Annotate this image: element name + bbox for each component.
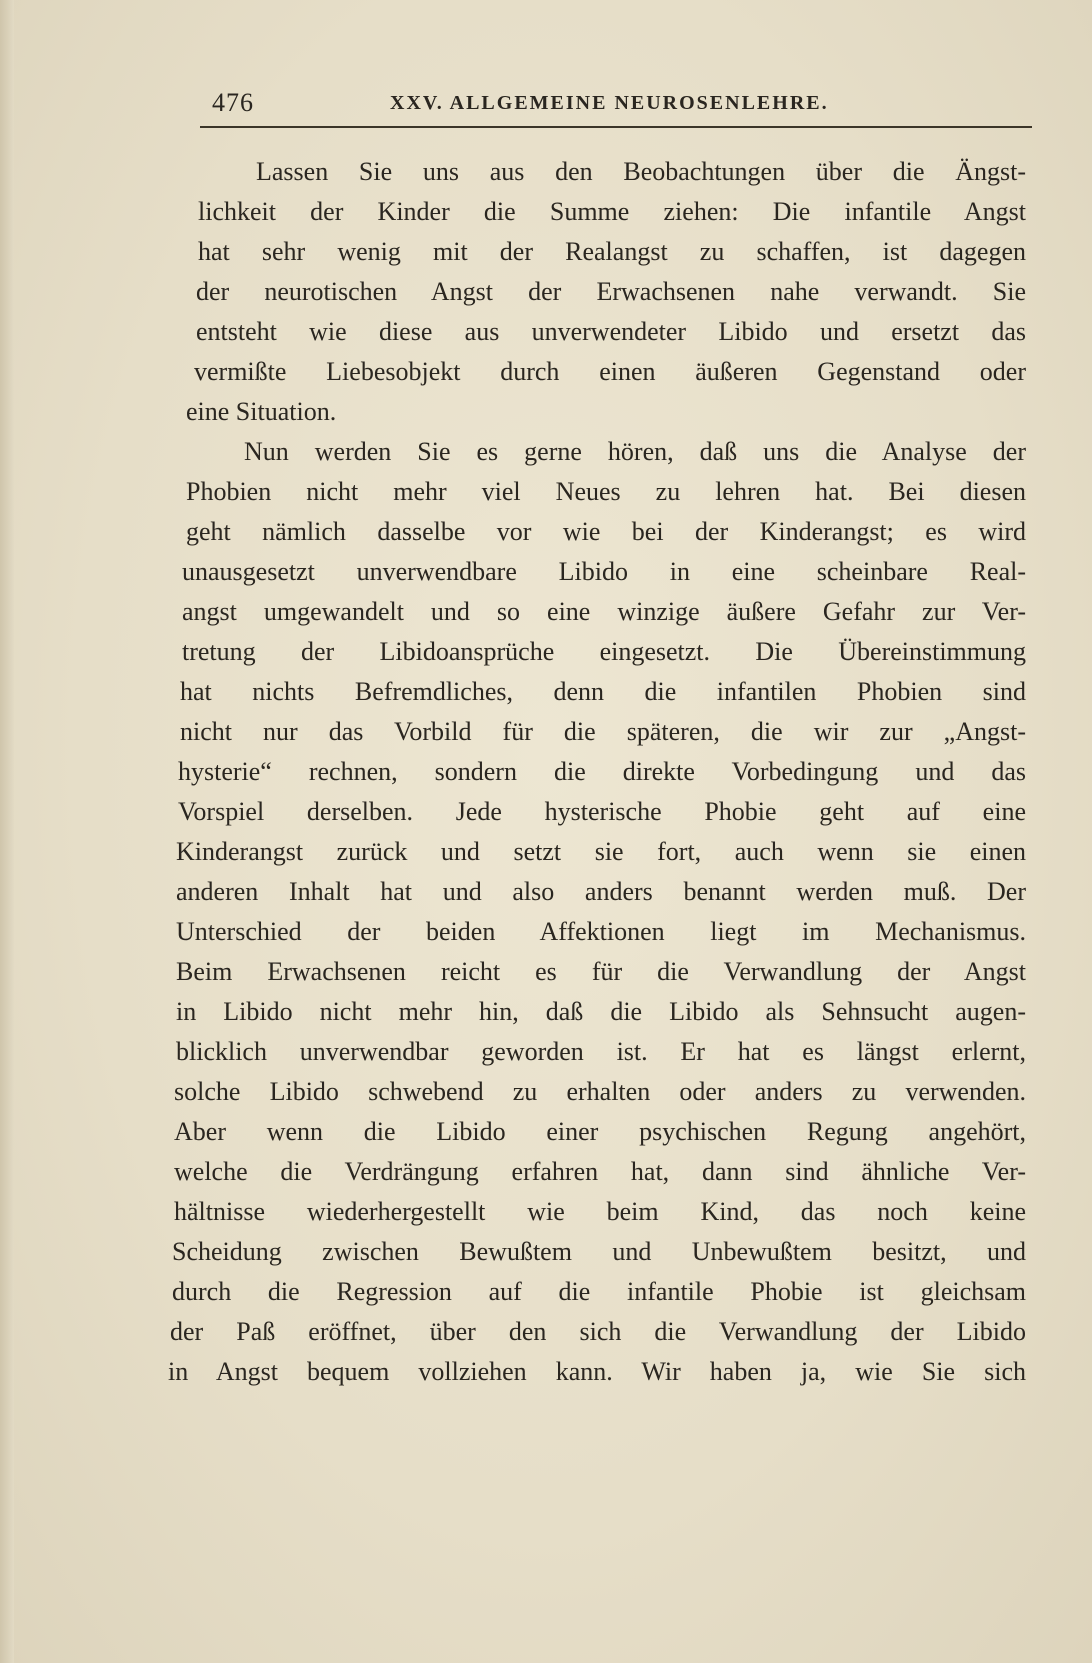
page-header [200, 88, 1032, 124]
text-line: hat sehr wenig mit der Realangst zu schaffen, ist dagegen [198, 237, 1026, 266]
text-line: Scheidung zwischen Bewußtem und Unbewußtem besitzt, und [172, 1237, 1026, 1266]
body-text [168, 152, 1026, 1392]
text-line: anderen Inhalt hat und also anders benannt werden muß. Der [176, 877, 1026, 906]
text-line: der Paß eröffnet, über den sich die Verwandlung der Libido [170, 1317, 1026, 1346]
text-line: Nun werden Sie es gerne hören, daß uns die Analyse der [244, 437, 1026, 466]
text-line: hältnisse wiederhergestellt wie beim Kind, das noch keine [174, 1197, 1026, 1226]
running-head: XXV. ALLGEMEINE NEUROSENLEHRE. [390, 92, 829, 114]
binding-shadow [0, 0, 14, 1663]
text-line: Unterschied der beiden Affektionen liegt im Mechanismus. [176, 917, 1026, 946]
text-line: in Angst bequem vollziehen kann. Wir haben ja, wie Sie sich [168, 1357, 1026, 1386]
text-line: der neurotischen Angst der Erwachsenen nahe verwandt. Sie [196, 277, 1026, 306]
text-line: geht nämlich dasselbe vor wie bei der Kinderangst; es wird [186, 517, 1026, 546]
text-line: Vorspiel derselben. Jede hysterische Phobie geht auf eine [178, 797, 1026, 826]
text-line: vermißte Liebesobjekt durch einen äußeren Gegenstand oder [194, 357, 1026, 386]
page-number: 476 [212, 88, 254, 117]
text-line: Beim Erwachsenen reicht es für die Verwandlung der Angst [176, 957, 1026, 986]
text-line: Aber wenn die Libido einer psychischen Regung angehört, [174, 1117, 1026, 1146]
text-line: nicht nur das Vorbild für die späteren, die wir zur „Angst- [180, 717, 1026, 746]
text-line: eine Situation. [186, 397, 337, 426]
text-line: lichkeit der Kinder die Summe ziehen: Die infantile Angst [198, 197, 1026, 226]
header-rule [200, 126, 1032, 128]
text-line: Lassen Sie uns aus den Beobachtungen über die Ängst- [256, 157, 1026, 186]
text-line: welche die Verdrängung erfahren hat, dann sind ähnliche Ver- [174, 1157, 1026, 1186]
text-line: Kinderangst zurück und setzt sie fort, auch wenn sie einen [176, 837, 1026, 866]
text-line: in Libido nicht mehr hin, daß die Libido als Sehnsucht augen- [176, 997, 1026, 1026]
text-line: durch die Regression auf die infantile Phobie ist gleichsam [172, 1277, 1026, 1306]
text-line: angst umgewandelt und so eine winzige äußere Gefahr zur Ver- [182, 597, 1026, 626]
text-line: unausgesetzt unverwendbare Libido in eine scheinbare Real- [182, 557, 1026, 586]
text-line: blicklich unverwendbar geworden ist. Er hat es längst erlernt, [176, 1037, 1026, 1066]
text-line: Phobien nicht mehr viel Neues zu lehren hat. Bei diesen [186, 477, 1026, 506]
text-line: solche Libido schwebend zu erhalten oder anders zu verwenden. [174, 1077, 1026, 1106]
text-line: hysterie“ rechnen, sondern die direkte Vorbedingung und das [178, 757, 1026, 786]
text-line: entsteht wie diese aus unverwendeter Libido und ersetzt das [196, 317, 1026, 346]
text-line: hat nichts Befremdliches, denn die infantilen Phobien sind [180, 677, 1026, 706]
text-line: tretung der Libidoansprüche eingesetzt. Die Übereinstimmung [182, 637, 1026, 666]
